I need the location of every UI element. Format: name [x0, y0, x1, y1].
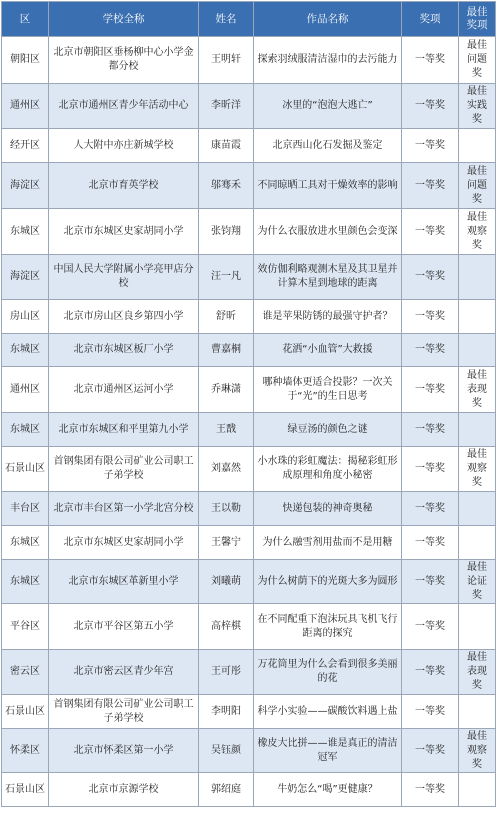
cell-district: 东城区 — [2, 413, 49, 447]
cell-award: 一等奖 — [402, 604, 459, 650]
table-row — [2, 695, 496, 729]
cell-work: 绿豆汤的颜色之谜 — [254, 413, 402, 447]
table-row — [2, 413, 496, 447]
cell-school: 首钢集团有限公司矿业公司职工子弟学校 — [49, 447, 199, 492]
cell-award: 一等奖 — [402, 413, 459, 447]
cell-school: 人大附中亦庄新城学校 — [49, 129, 199, 163]
table-row — [2, 163, 496, 209]
cell-district: 东城区 — [2, 526, 49, 560]
cell-award: 一等奖 — [402, 650, 459, 695]
cell-award: 一等奖 — [402, 447, 459, 492]
table-row — [2, 300, 496, 334]
cell-district: 石景山区 — [2, 773, 49, 807]
cell-award: 一等奖 — [402, 255, 459, 300]
cell-name: 吴钰颜 — [199, 729, 254, 773]
cell-work: 谁是苹果防锈的最强守护者？ — [254, 300, 402, 334]
cell-district: 经开区 — [2, 129, 49, 163]
cell-work: 万花筒里为什么会看到很多美丽的花 — [254, 650, 402, 695]
table-row — [2, 37, 496, 84]
table-row — [2, 773, 496, 807]
cell-name: 刘嘉然 — [199, 447, 254, 492]
table-row — [2, 650, 496, 695]
cell-award: 一等奖 — [402, 492, 459, 526]
cell-work: 花洒“小血管”大救援 — [254, 334, 402, 367]
cell-school: 北京市东城区革新里小学 — [49, 560, 199, 604]
table-row — [2, 334, 496, 367]
cell-best — [459, 255, 496, 300]
cell-district: 海淀区 — [2, 255, 49, 300]
cell-district: 海淀区 — [2, 163, 49, 209]
cell-district: 石景山区 — [2, 447, 49, 492]
table-row — [2, 526, 496, 560]
cell-school: 北京市东城区和平里第九小学 — [49, 413, 199, 447]
cell-work: 效仿伽利略观测木星及其卫星并计算木星到地球的距离 — [254, 255, 402, 300]
cell-best — [459, 604, 496, 650]
table-row — [2, 604, 496, 650]
cell-award: 一等奖 — [402, 695, 459, 729]
header-award: 奖项 — [402, 2, 459, 37]
cell-district: 石景山区 — [2, 695, 49, 729]
cell-best: 最佳观察奖 — [459, 447, 496, 492]
cell-best: 最佳论证奖 — [459, 560, 496, 604]
cell-best — [459, 492, 496, 526]
cell-school: 北京市朝阳区垂杨柳中心小学金都分校 — [49, 37, 199, 84]
header-name: 姓名 — [199, 2, 254, 37]
cell-best: 最佳表现奖 — [459, 650, 496, 695]
cell-work: 牛奶怎么“喝”更健康？ — [254, 773, 402, 807]
cell-district: 密云区 — [2, 650, 49, 695]
cell-name: 王戬 — [199, 413, 254, 447]
cell-award: 一等奖 — [402, 209, 459, 255]
cell-district: 朝阳区 — [2, 37, 49, 84]
cell-school: 北京市东城区板厂小学 — [49, 334, 199, 367]
table-row — [2, 560, 496, 604]
cell-school: 北京市房山区良乡第四小学 — [49, 300, 199, 334]
cell-name: 刘曦萌 — [199, 560, 254, 604]
cell-best: 最佳问题奖 — [459, 37, 496, 84]
table-row — [2, 729, 496, 773]
header-best: 最佳奖项 — [459, 2, 496, 37]
header-work: 作品名称 — [254, 2, 402, 37]
cell-district: 怀柔区 — [2, 729, 49, 773]
cell-name: 李明阳 — [199, 695, 254, 729]
cell-work: 为什么衣服放进水里颜色会变深 — [254, 209, 402, 255]
cell-name: 李昕洋 — [199, 84, 254, 129]
cell-name: 郭绍庭 — [199, 773, 254, 807]
table-row — [2, 129, 496, 163]
cell-name: 乔琳潇 — [199, 367, 254, 413]
cell-name: 王可彤 — [199, 650, 254, 695]
cell-school: 中国人民大学附属小学亮甲店分校 — [49, 255, 199, 300]
cell-award: 一等奖 — [402, 560, 459, 604]
table-row — [2, 84, 496, 129]
cell-district: 通州区 — [2, 84, 49, 129]
table-row — [2, 367, 496, 413]
cell-name: 王以勒 — [199, 492, 254, 526]
cell-name: 邬骞禾 — [199, 163, 254, 209]
cell-award: 一等奖 — [402, 129, 459, 163]
cell-award: 一等奖 — [402, 526, 459, 560]
cell-best — [459, 413, 496, 447]
cell-work: 不同晾晒工具对干燥效率的影响 — [254, 163, 402, 209]
cell-school: 北京市通州区运河小学 — [49, 367, 199, 413]
cell-best: 最佳观察奖 — [459, 209, 496, 255]
cell-award: 一等奖 — [402, 84, 459, 129]
cell-name: 曹嘉桐 — [199, 334, 254, 367]
cell-name: 汪一凡 — [199, 255, 254, 300]
cell-best: 最佳实践奖 — [459, 84, 496, 129]
cell-award: 一等奖 — [402, 773, 459, 807]
cell-best — [459, 334, 496, 367]
cell-award: 一等奖 — [402, 37, 459, 84]
table-body — [2, 37, 496, 807]
table-row — [2, 447, 496, 492]
cell-work: 小水珠的彩虹魔法：揭秘彩虹形成原理和角度小秘密 — [254, 447, 402, 492]
cell-district: 房山区 — [2, 300, 49, 334]
cell-best — [459, 300, 496, 334]
table-row — [2, 209, 496, 255]
cell-work: 橡皮大比拼——谁是真正的清洁冠军 — [254, 729, 402, 773]
cell-work: 科学小实验——碳酸饮料遇上盐 — [254, 695, 402, 729]
cell-name: 王馨宁 — [199, 526, 254, 560]
cell-district: 丰台区 — [2, 492, 49, 526]
cell-district: 东城区 — [2, 334, 49, 367]
award-table — [1, 1, 496, 807]
cell-best: 最佳问题奖 — [459, 163, 496, 209]
cell-award: 一等奖 — [402, 334, 459, 367]
cell-name: 王明轩 — [199, 37, 254, 84]
header-school: 学校全称 — [49, 2, 199, 37]
cell-name: 高梓棋 — [199, 604, 254, 650]
cell-name: 舒昕 — [199, 300, 254, 334]
cell-school: 北京市密云区青少年宫 — [49, 650, 199, 695]
header-row — [2, 2, 496, 37]
cell-best — [459, 695, 496, 729]
cell-school: 北京市丰台区第一小学北宫分校 — [49, 492, 199, 526]
cell-school: 北京市东城区史家胡同小学 — [49, 209, 199, 255]
cell-school: 北京市怀柔区第一小学 — [49, 729, 199, 773]
cell-work: 为什么树荫下的光斑大多为圆形 — [254, 560, 402, 604]
cell-best — [459, 773, 496, 807]
cell-name: 康苗霞 — [199, 129, 254, 163]
cell-work: 为什么融雪剂用盐而不是用糖 — [254, 526, 402, 560]
cell-award: 一等奖 — [402, 163, 459, 209]
cell-best — [459, 526, 496, 560]
table-row — [2, 255, 496, 300]
cell-work: 冰里的“泡泡大逃亡” — [254, 84, 402, 129]
cell-school: 北京市平谷区第五小学 — [49, 604, 199, 650]
cell-award: 一等奖 — [402, 300, 459, 334]
cell-school: 北京市育英学校 — [49, 163, 199, 209]
cell-school: 北京市东城区史家胡同小学 — [49, 526, 199, 560]
cell-district: 东城区 — [2, 209, 49, 255]
cell-district: 平谷区 — [2, 604, 49, 650]
cell-school: 首钢集团有限公司矿业公司职工子弟学校 — [49, 695, 199, 729]
cell-work: 快递包装的神奇奥秘 — [254, 492, 402, 526]
cell-district: 东城区 — [2, 560, 49, 604]
cell-best — [459, 129, 496, 163]
cell-work: 哪种墙体更适合投影？一次关于“光”的生日思考 — [254, 367, 402, 413]
cell-work: 北京西山化石发掘及鉴定 — [254, 129, 402, 163]
cell-name: 张钧翔 — [199, 209, 254, 255]
cell-award: 一等奖 — [402, 729, 459, 773]
header-district: 区 — [2, 2, 49, 37]
cell-best: 最佳表现奖 — [459, 367, 496, 413]
cell-work: 在不同配重下泡沫玩具飞机飞行距离的探究 — [254, 604, 402, 650]
cell-best: 最佳观察奖 — [459, 729, 496, 773]
cell-district: 通州区 — [2, 367, 49, 413]
table-row — [2, 492, 496, 526]
cell-school: 北京市京源学校 — [49, 773, 199, 807]
cell-award: 一等奖 — [402, 367, 459, 413]
cell-school: 北京市通州区青少年活动中心 — [49, 84, 199, 129]
cell-work: 探索羽绒服清洁湿巾的去污能力 — [254, 37, 402, 84]
